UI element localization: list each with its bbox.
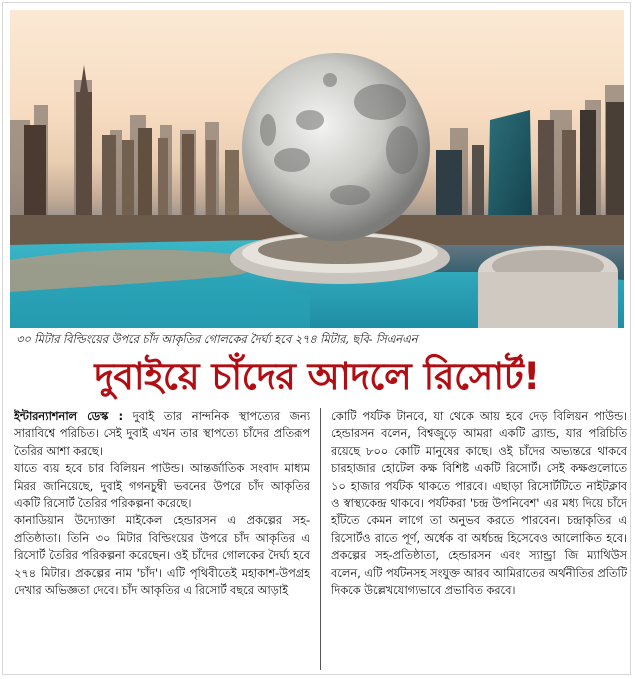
photo-caption: ৩০ মিটার বিল্ডিংয়ের উপরে চাঁদ আকৃতির গোলকের দৈর্ঘ্য হবে ২৭৪ মিটার, ছবি- সিএনএন	[16, 332, 418, 346]
headline: দুবাইয়ে চাঁদের আদলে রিসোর্ট!	[94, 355, 540, 398]
article-paragraph: কানাডিয়ান উদ্যোক্তা মাইকেল হেন্ডারসন এ প্রকল্পের সহ-প্রতিষ্ঠাতা। তিনি ৩০ মিটার বিল্ডিংয়ের উপরে চাঁদ আকৃতির এ রিসোর্ট তৈরির পরিকল্পনা করেছেন। ওই চাঁদের গোলকের দৈর্ঘ্য হবে ২৭৪ মিটার। প্রকল্পের নাম 'চাঁদ'। এটি পৃথিবীতেই মহাকাশ-উপগ্রহ দেখার অভিজ্ঞতা দেবে। চাঁদ আকৃতির এ রিসোর্ট বছরে আড়াই	[14, 513, 310, 598]
article-paragraph: ইন্টারন্যাশনাল ডেস্ক : দুবাই তার নান্দনিক স্থাপত্যের জন্য সারাবিশ্বে পরিচিত। সেই দুবাই এখন তার স্থাপত্যে চাঁদের প্রতিরূপ তৈরির আশা করছে।	[14, 409, 310, 458]
article-column-left	[14, 408, 310, 670]
left-towers	[24, 65, 239, 235]
dateline: ইন্টারন্যাশনাল ডেস্ক :	[14, 409, 123, 423]
column-divider	[320, 408, 321, 670]
article-paragraph: কোটি পর্যটক টানবে, যা থেকে আয় হবে দেড় বিলিয়ন পাউন্ড। হেন্ডারসন বলেন, বিশ্বজুড়ে আমরা একটি ব্র্যান্ড, যার পরিচিতি রয়েছে ৮০০ কোটি মানুষের কাছে। ওই চাঁদের অভ্যন্তরে থাকবে চারহাজার হোটেল কক্ষ বিশিষ্ট একটি রিসোর্ট। সেই কক্ষগুলোতে ১০ হাজার পর্যটক থাকতে পারবে। এছাড়া রিসোর্টটিতে নাইটক্লাব ও স্বাস্থ্যকেন্দ্র থাকবে। পর্যটকরা 'চন্দ্র উপনিবেশ' এর মধ্য দিয়ে চাঁদে হাঁটতে কেমন লাগে তা অনুভব করতে পারবেন। চন্দ্রাকৃতির এ রিসোর্টও রাতে পূর্ণ, অর্ধেক বা অর্ধচন্দ্র হিসেবেও আলোকিত হবে। প্রকল্পের সহ-প্রতিষ্ঠাতা, হেন্ডারসন এবং স্যান্ড্রা জি ম্যাথিউস বলেন, এটি পর্যটনসহ সংযুক্ত আরব আমিরাতের অর্থনীতির প্রতিটি দিককে উল্লেখযোগ্যভাবে প্রভাবিত করবে।	[331, 409, 627, 598]
moon-resort-photo	[10, 10, 624, 328]
article-body	[14, 408, 627, 670]
article-column-right	[331, 408, 627, 670]
article-paragraph: যাতে ব্যয় হবে চার বিলিয়ন পাউন্ড। আন্তর্জাতিক সংবাদ মাধ্যম মিরর জানিয়েছে, দুবাই গগনচুম্বী ভবনের উপরে চাঁদ আকৃতির একটি রিসোর্ট তৈরির পরিকল্পনা করেছে।	[14, 461, 310, 511]
photo-illustration	[10, 10, 624, 328]
